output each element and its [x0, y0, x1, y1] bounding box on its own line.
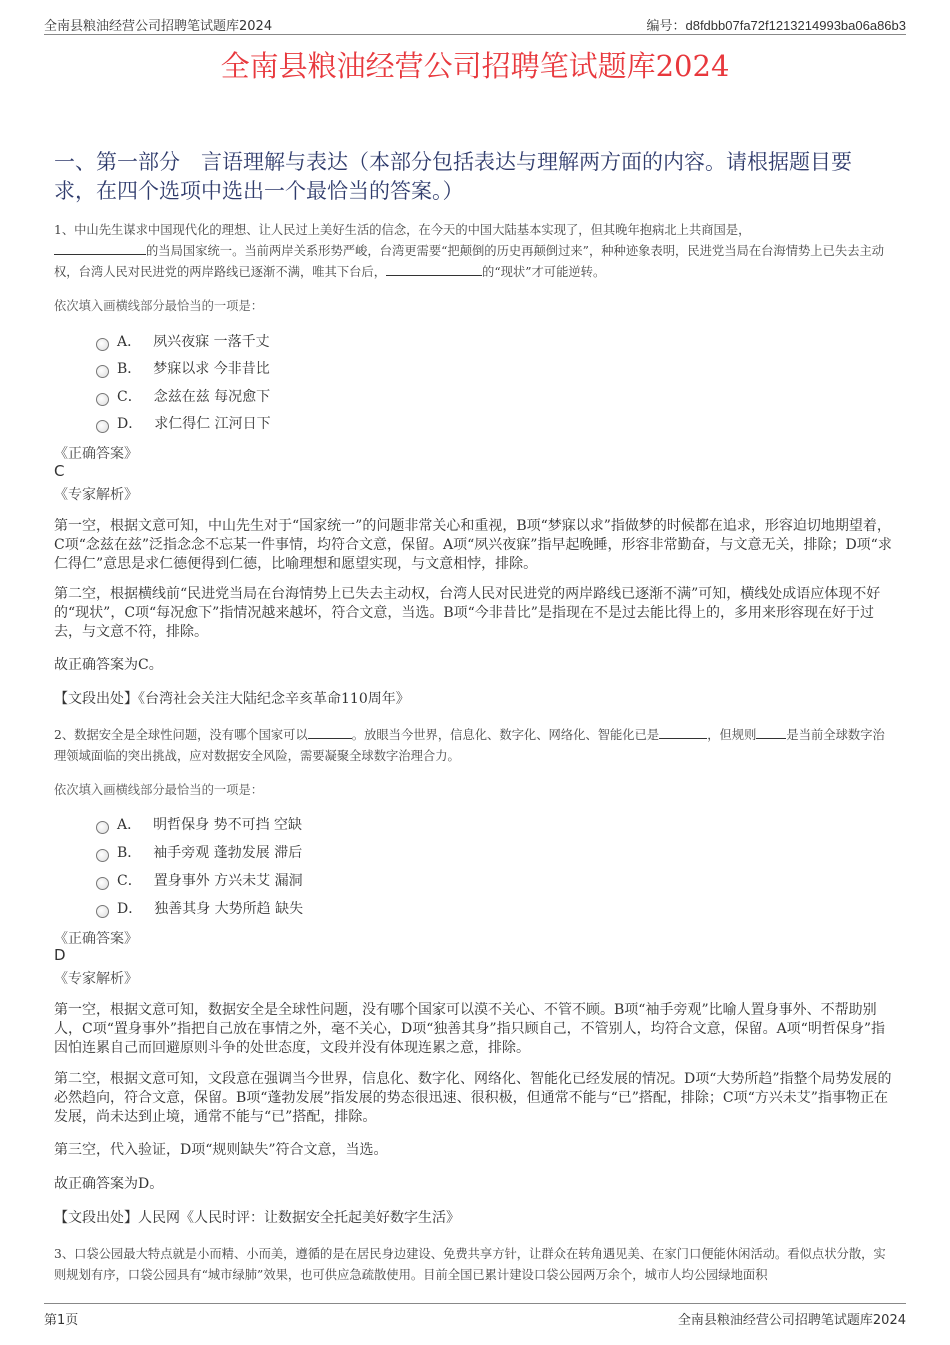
question-2-option-c[interactable]: [96, 870, 303, 890]
question-2-option-b[interactable]: [96, 842, 302, 862]
question-1-analysis-para: 第一空，根据文意可知，中山先生对于“国家统一”的问题非常关心和重视，B项“梦寐以求”指做梦的时候都在追求，形容迫切地期望着，C项“念兹在兹”泛指念念不忘某一件事情，均符合文意，保留。A项“夙兴夜寐”指早起晚睡，形容非常勤奋，与文意无关，排除；D项“求仁得仁”意思是求仁德便得到仁德，比喻理想和愿望实现，与文意相悖，排除。: [54, 518, 892, 572]
page-footer: [44, 1303, 906, 1332]
footer-doc-title: 全南县粮油经营公司招聘笔试题库2024: [677, 1312, 906, 1328]
option-key: B．: [117, 845, 142, 861]
radio-icon[interactable]: [96, 420, 109, 433]
header-code: [646, 15, 906, 34]
question-1-analysis-para: 第二空，根据横线前“民进党当局在台海情势上已失去主动权，台湾人民对民进党的两岸路线已逐渐不满”可知，横线处成语应体现不好的“现状”，C项“每况愈下”指情况越来越坏，符合文意，当选。B项“今非昔比”是指现在不是过去能比得上的，多用来形容现在好于过去，与文意不符，排除。: [54, 586, 881, 640]
header-doc-title: 全南县粮油经营公司招聘笔试题库2024: [44, 19, 273, 34]
question-2-analysis-para: 第一空，根据文意可知，数据安全是全球性问题，没有哪个国家可以漠不关心、不管不顾。B项“袖手旁观”比喻人置身事外、不帮助别人，C项“置身事外”指把自己放在事情之外，毫不关心，D项“独善其身”指只顾自己，不管别人，均符合文意，保留。A项“明哲保身”指因怕连累自己而回避原则斗争的处世态度，文段并没有体现连累之意，排除。: [54, 1002, 885, 1056]
radio-icon[interactable]: [96, 849, 109, 862]
question-1-stem-part1: 1、中山先生谋求中国现代化的理想、让人民过上美好生活的信念，在今天的中国大陆基本实现了，但其晚年抱病北上共商国是，: [54, 223, 751, 237]
question-1-prompt: 依次填入画横线部分最恰当的一项是：: [54, 299, 264, 313]
question-2-conclusion: 故正确答案为D。: [54, 1176, 164, 1192]
answer-blank: [659, 726, 707, 739]
question-2-stem-part3: ，但规则: [707, 728, 757, 742]
section-heading: 一、第一部分 言语理解与表达（本部分包括表达与理解两方面的内容。请根据题目要求，在四个选项中选出一个最恰当的答案。）: [54, 150, 852, 203]
option-text: 夙兴夜寐 一落千丈: [153, 334, 270, 350]
question-2-stem: [54, 725, 896, 767]
option-text: 置身事外 方兴未艾 漏洞: [153, 873, 303, 889]
question-2-prompt: 依次填入画横线部分最恰当的一项是：: [54, 783, 264, 797]
page-number: 第1页: [44, 1312, 79, 1328]
option-key: D．: [117, 901, 143, 917]
option-key: D．: [117, 416, 143, 432]
option-text: 梦寐以求 今非昔比: [153, 361, 270, 377]
option-text: 求仁得仁 江河日下: [154, 416, 271, 432]
question-2-option-a[interactable]: [96, 814, 302, 834]
radio-icon[interactable]: [96, 905, 109, 918]
question-2-option-d[interactable]: [96, 898, 303, 918]
question-2-answer-label: 《正确答案》: [54, 931, 138, 947]
question-3-stem: 3、口袋公园最大特点就是小而精、小而美，遵循的是在居民身边建设、免费共享方针，让群众在转角遇见美、在家门口便能休闲活动。看似点状分散，实则规划有序，口袋公园具有“城市绿肺”效果，也可供应急疏散使用。目前全国已累计建设口袋公园两万余个，城市人均公园绿地面积: [54, 1247, 886, 1282]
question-1-option-a[interactable]: [96, 331, 270, 351]
page-header: [44, 14, 906, 35]
radio-icon[interactable]: [96, 393, 109, 406]
question-1-answer: C: [54, 462, 65, 480]
question-1-option-b[interactable]: [96, 358, 270, 378]
option-text: 念兹在兹 每况愈下: [153, 389, 271, 405]
option-text: 袖手旁观 蓬勃发展 滞后: [153, 845, 303, 861]
question-2-analysis-para: 第二空，根据文意可知，文段意在强调当今世界，信息化、数字化、网络化、智能化已经发展的情况。D项“大势所趋”指整个局势发展的必然趋向，符合文意，保留。B项“蓬勃发展”指发展的势态很迅速、很积极，但通常不能与“已”搭配，排除；C项“方兴未艾”指事物正在发展，尚未达到止境，通常不能与“已”搭配，排除。: [54, 1071, 892, 1125]
answer-blank: [386, 263, 482, 276]
answer-blank: [756, 726, 786, 739]
option-text: 明哲保身 势不可挡 空缺: [153, 817, 303, 833]
question-2-answer: D: [54, 946, 66, 964]
question-1-analysis-label: 《专家解析》: [54, 487, 138, 503]
question-2-stem-part4: 是当前全球数字治理领域面临的突出挑战，应对数据安全风险，需要凝聚全球数字治理合力。: [54, 728, 885, 763]
option-key: A．: [117, 817, 142, 833]
header-code-value: d8fdbb07fa72f1213214993ba06a86b3: [685, 18, 906, 33]
question-2-analysis-label: 《专家解析》: [54, 971, 138, 987]
question-2-analysis-para: 第三空，代入验证，D项“规则缺失”符合文意，当选。: [54, 1142, 388, 1158]
question-2-source: 【文段出处】人民网《人民时评：让数据安全托起美好数字生活》: [54, 1210, 460, 1226]
question-1-answer-label: 《正确答案》: [54, 446, 138, 462]
option-key: C．: [117, 873, 142, 889]
radio-icon[interactable]: [96, 338, 109, 351]
question-1-stem: [54, 220, 896, 283]
question-1-conclusion: 故正确答案为C。: [54, 657, 163, 673]
question-1-stem-part2: 的当局国家统一。当前两岸关系形势严峻，台湾更需要“把颠倒的历史再颠倒过来”，种种迹象表明，民进党当局在台海情势上已失去主动权，台湾人民对民进党的两岸路线已逐渐不满，唯其下台后，: [54, 244, 885, 279]
header-code-label: 编号：: [646, 19, 686, 34]
option-key: A．: [117, 334, 142, 350]
radio-icon[interactable]: [96, 877, 109, 890]
question-1-option-d[interactable]: [96, 413, 271, 433]
radio-icon[interactable]: [96, 821, 109, 834]
radio-icon[interactable]: [96, 365, 109, 378]
question-1-source: 【文段出处】《台湾社会关注大陆纪念辛亥革命110周年》: [54, 691, 410, 707]
question-1-option-c[interactable]: [96, 386, 270, 406]
question-2-stem-part2: 。放眼当今世界，信息化、数字化、网络化、智能化已是: [351, 728, 660, 742]
answer-blank: [308, 726, 352, 739]
answer-blank: [54, 242, 146, 255]
document-title: 全南县粮油经营公司招聘笔试题库2024: [220, 49, 730, 83]
option-key: C．: [117, 389, 142, 405]
option-text: 独善其身 大势所趋 缺失: [154, 901, 304, 917]
option-key: B．: [117, 361, 142, 377]
question-2-stem-part1: 2、数据安全是全球性问题，没有哪个国家可以: [54, 728, 308, 742]
question-1-stem-part3: 的“现状”才可能逆转。: [482, 265, 606, 279]
